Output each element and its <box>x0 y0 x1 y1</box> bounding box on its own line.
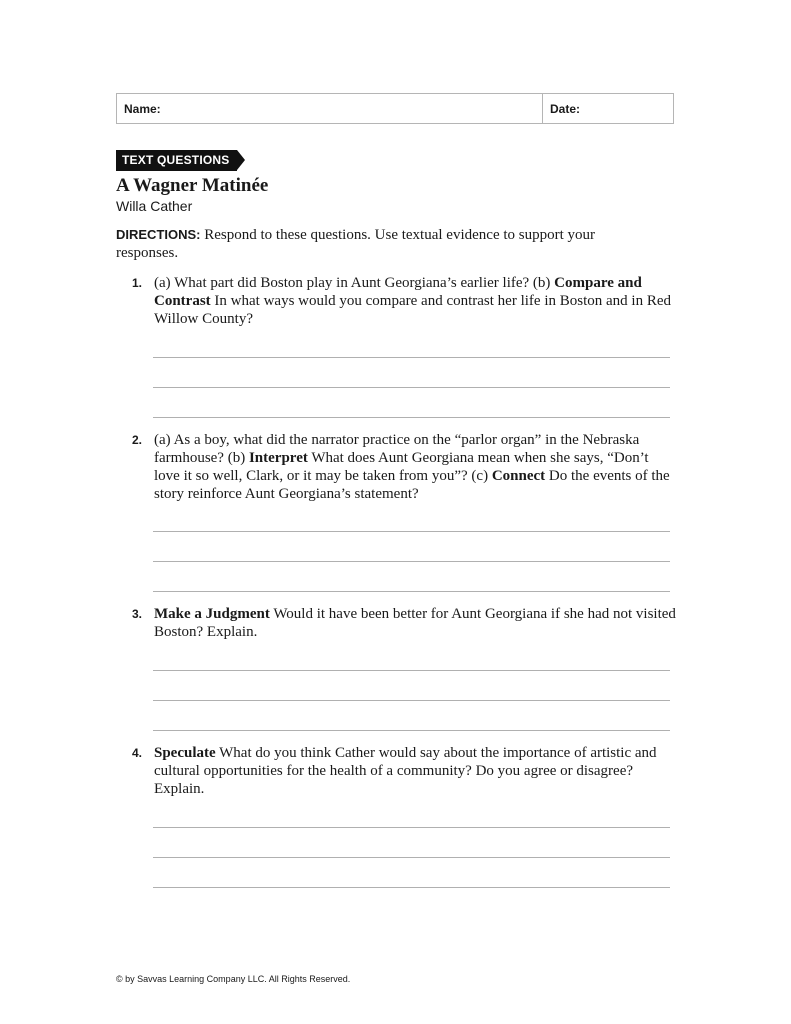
section-tag-label: TEXT QUESTIONS <box>116 150 237 171</box>
tag-arrow-icon <box>237 150 245 170</box>
answer-line[interactable] <box>153 591 670 592</box>
question-number: 4. <box>132 746 143 760</box>
name-date-box <box>116 93 674 124</box>
question-text: (a) What part did Boston play in Aunt Georgiana’s earlier life? (b) Compare and Contrast In what ways would you compare and contrast her life in Boston and in Red Willow County? <box>154 275 671 327</box>
answer-line[interactable] <box>153 827 670 828</box>
answer-line[interactable] <box>153 561 670 562</box>
answer-line[interactable] <box>153 857 670 858</box>
name-label: Name: <box>124 102 161 116</box>
question-text: Make a Judgment Would it have been better for Aunt Georgiana if she had not visited Boston? Explain. <box>154 606 676 640</box>
question-number: 3. <box>132 607 143 621</box>
answer-line[interactable] <box>153 531 670 532</box>
answer-line[interactable] <box>153 357 670 358</box>
date-field[interactable] <box>543 94 673 123</box>
page-title: A Wagner Matinée <box>116 175 269 196</box>
answer-line[interactable] <box>153 700 670 701</box>
directions <box>116 226 656 262</box>
question-number: 1. <box>132 276 143 290</box>
answer-line[interactable] <box>153 887 670 888</box>
answer-line[interactable] <box>153 387 670 388</box>
question-text: (a) As a boy, what did the narrator practice on the “parlor organ” in the Nebraska farmhouse? (b) Interpret What does Aunt Georgiana mean when she says, “Don’t love it so well, Clark, or it may be taken from you”? (c) Connect Do the events of the story reinforce Aunt Georgiana’s statement? <box>154 432 670 502</box>
date-label: Date: <box>550 102 581 116</box>
copyright-footer: © by Savvas Learning Company LLC. All Rights Reserved. <box>116 974 351 984</box>
directions-text: Respond to these questions. Use textual evidence to support your responses. <box>116 227 596 261</box>
question-text: Speculate What do you think Cather would say about the importance of artistic and cultural opportunities for the health of a community? Do you agree or disagree? Explain. <box>154 745 657 797</box>
answer-line[interactable] <box>153 417 670 418</box>
author: Willa Cather <box>116 198 193 214</box>
answer-line[interactable] <box>153 730 670 731</box>
section-tag <box>116 150 237 171</box>
question-number: 2. <box>132 433 143 447</box>
name-field[interactable] <box>117 94 543 123</box>
directions-label: DIRECTIONS: <box>116 227 201 242</box>
answer-line[interactable] <box>153 670 670 671</box>
